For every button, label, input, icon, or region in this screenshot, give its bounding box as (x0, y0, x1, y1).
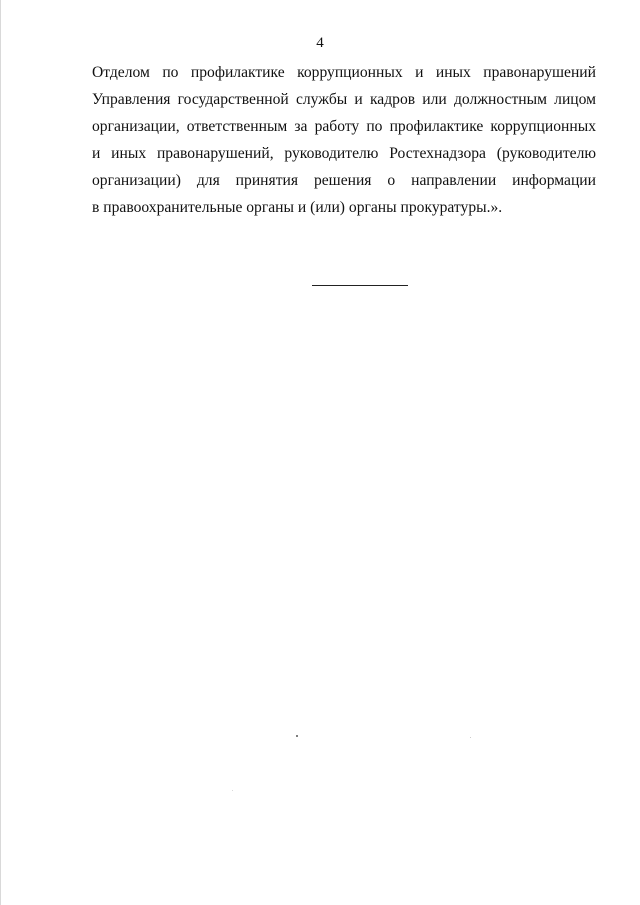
scan-dot (296, 735, 298, 737)
page-number: 4 (316, 35, 324, 51)
end-of-text-separator (312, 285, 408, 286)
paragraph-line: Отделом по профилактике коррупционных и иных правонарушений (92, 64, 596, 81)
body-paragraph (92, 59, 596, 221)
paragraph-line: Управления государственной службы и кадров или должностным лицом (92, 91, 596, 108)
paragraph-line: в правоохранительные органы и (или) органы прокуратуры.». (92, 199, 503, 216)
paragraph-line: организации, ответственным за работу по профилактике коррупционных (92, 118, 596, 135)
paragraph-line: и иных правонарушений, руководителю Ростехнадзора (руководителю (92, 145, 596, 162)
scan-dot (470, 737, 471, 738)
scan-left-edge (0, 0, 1, 905)
paragraph-line: организации) для принятия решения о направлении информации (92, 172, 596, 189)
scan-dot (232, 790, 233, 791)
